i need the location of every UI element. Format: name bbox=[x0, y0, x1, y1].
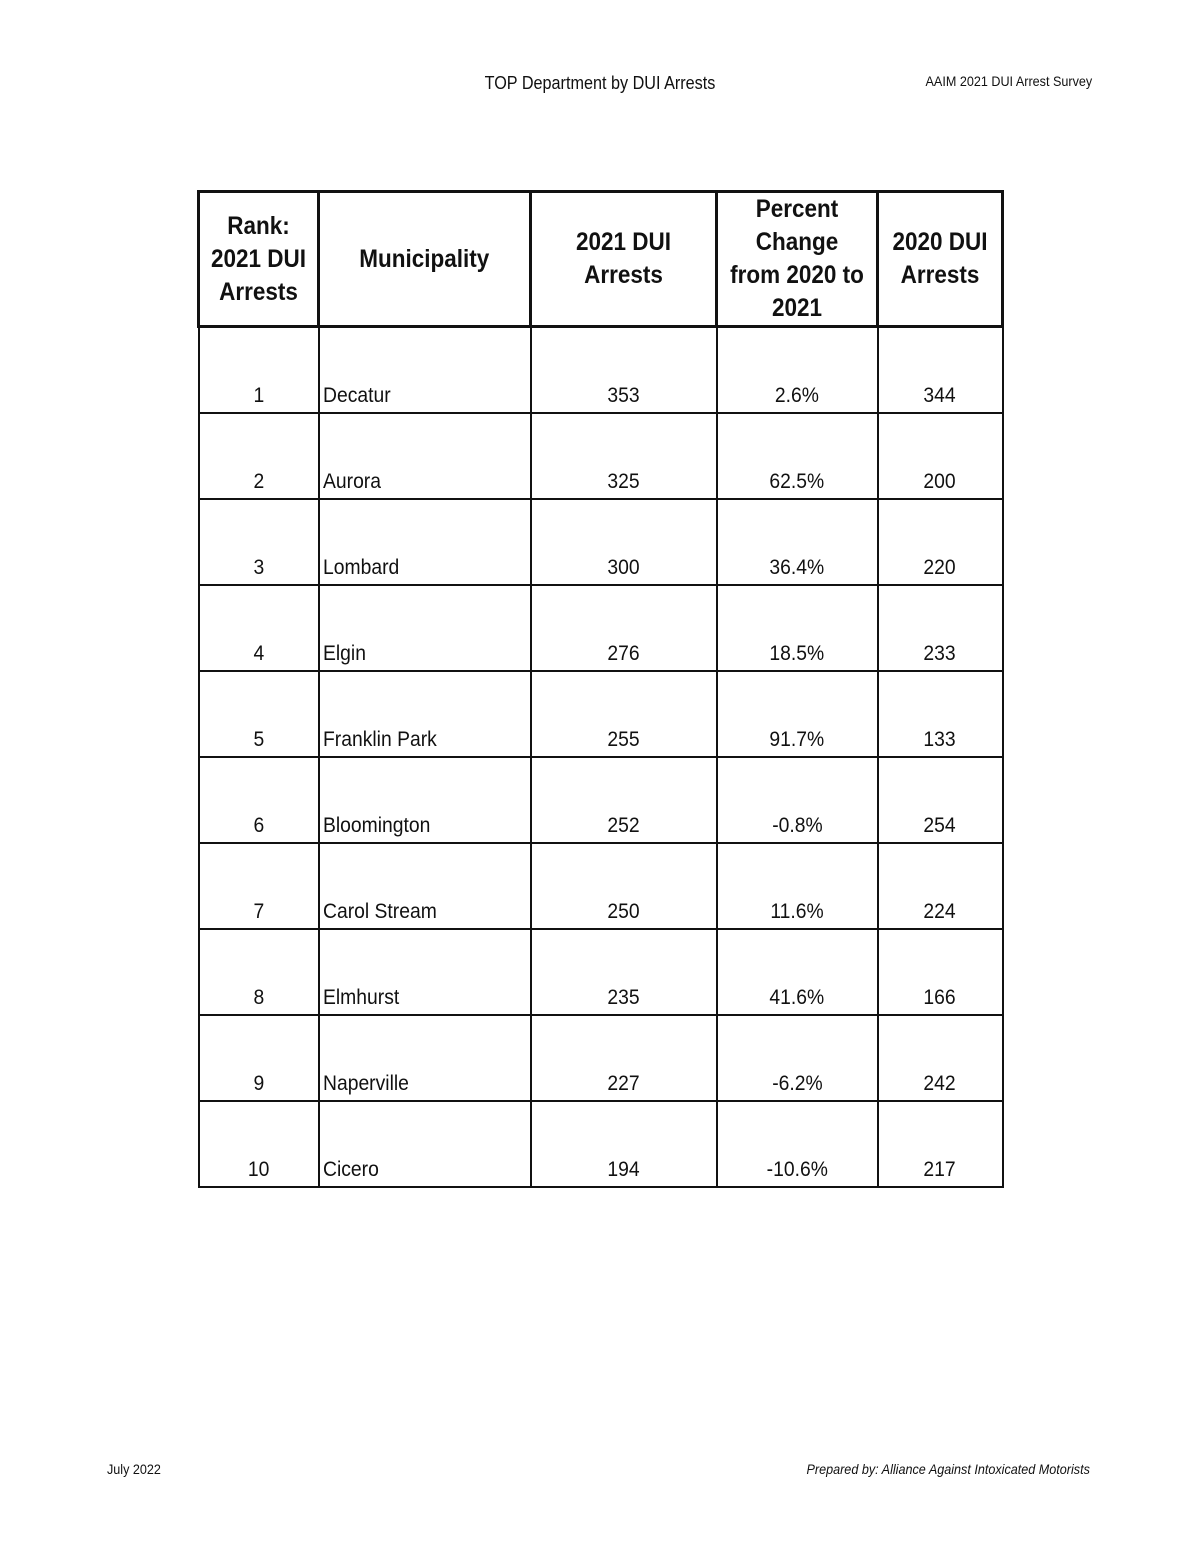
table-row bbox=[199, 1101, 1003, 1187]
arrests-2020-cell: 200 bbox=[878, 413, 1003, 499]
table-row bbox=[199, 413, 1003, 499]
municipality-cell: Decatur bbox=[319, 327, 531, 414]
survey-title: AAIM 2021 DUI Arrest Survey bbox=[925, 73, 1092, 89]
footer-date: July 2022 bbox=[107, 1461, 161, 1477]
table-row bbox=[199, 929, 1003, 1015]
arrests-2021-cell: 252 bbox=[531, 757, 717, 843]
percent-change-cell: 91.7% bbox=[717, 671, 878, 757]
arrests-2020-cell: 233 bbox=[878, 585, 1003, 671]
arrests-2021-cell: 300 bbox=[531, 499, 717, 585]
rank-cell: 2 bbox=[199, 413, 319, 499]
table-row bbox=[199, 671, 1003, 757]
dui-arrests-table bbox=[197, 190, 1004, 1188]
percent-change-cell: 41.6% bbox=[717, 929, 878, 1015]
rank-cell: 3 bbox=[199, 499, 319, 585]
arrests-2021-cell: 250 bbox=[531, 843, 717, 929]
arrests-2021-cell: 325 bbox=[531, 413, 717, 499]
page-title: TOP Department by DUI Arrests bbox=[484, 73, 716, 93]
rank-cell: 9 bbox=[199, 1015, 319, 1101]
arrests-2021-cell: 194 bbox=[531, 1101, 717, 1187]
column-header-rank: Rank: 2021 DUI Arrests bbox=[199, 192, 319, 327]
percent-change-cell: 2.6% bbox=[717, 327, 878, 414]
column-header-2020-arrests: 2020 DUI Arrests bbox=[878, 192, 1003, 327]
footer-prepared-by: Prepared by: Alliance Against Intoxicated Motorists bbox=[806, 1461, 1090, 1477]
percent-change-cell: -0.8% bbox=[717, 757, 878, 843]
table-row bbox=[199, 757, 1003, 843]
arrests-2021-cell: 255 bbox=[531, 671, 717, 757]
table-row bbox=[199, 585, 1003, 671]
rank-cell: 10 bbox=[199, 1101, 319, 1187]
arrests-2021-cell: 227 bbox=[531, 1015, 717, 1101]
arrests-2020-cell: 254 bbox=[878, 757, 1003, 843]
arrests-2020-cell: 242 bbox=[878, 1015, 1003, 1101]
arrests-2020-cell: 166 bbox=[878, 929, 1003, 1015]
percent-change-cell: 36.4% bbox=[717, 499, 878, 585]
municipality-cell: Aurora bbox=[319, 413, 531, 499]
rank-cell: 8 bbox=[199, 929, 319, 1015]
column-header-2021-arrests: 2021 DUI Arrests bbox=[531, 192, 717, 327]
arrests-2020-cell: 344 bbox=[878, 327, 1003, 414]
arrests-2020-cell: 217 bbox=[878, 1101, 1003, 1187]
column-header-percent-change: Percent Change from 2020 to 2021 bbox=[717, 192, 878, 327]
percent-change-cell: -6.2% bbox=[717, 1015, 878, 1101]
rank-cell: 5 bbox=[199, 671, 319, 757]
arrests-2021-cell: 353 bbox=[531, 327, 717, 414]
percent-change-cell: -10.6% bbox=[717, 1101, 878, 1187]
percent-change-cell: 62.5% bbox=[717, 413, 878, 499]
rank-cell: 6 bbox=[199, 757, 319, 843]
municipality-cell: Bloomington bbox=[319, 757, 531, 843]
arrests-2020-cell: 220 bbox=[878, 499, 1003, 585]
municipality-cell: Cicero bbox=[319, 1101, 531, 1187]
municipality-cell: Franklin Park bbox=[319, 671, 531, 757]
municipality-cell: Elgin bbox=[319, 585, 531, 671]
rank-cell: 1 bbox=[199, 327, 319, 414]
arrests-2020-cell: 133 bbox=[878, 671, 1003, 757]
percent-change-cell: 18.5% bbox=[717, 585, 878, 671]
percent-change-cell: 11.6% bbox=[717, 843, 878, 929]
table-header-row bbox=[199, 192, 1003, 327]
municipality-cell: Elmhurst bbox=[319, 929, 531, 1015]
table-row bbox=[199, 327, 1003, 414]
municipality-cell: Naperville bbox=[319, 1015, 531, 1101]
municipality-cell: Lombard bbox=[319, 499, 531, 585]
table-row bbox=[199, 843, 1003, 929]
column-header-municipality: Municipality bbox=[319, 192, 531, 327]
rank-cell: 7 bbox=[199, 843, 319, 929]
arrests-2021-cell: 235 bbox=[531, 929, 717, 1015]
arrests-2020-cell: 224 bbox=[878, 843, 1003, 929]
table-row bbox=[199, 1015, 1003, 1101]
arrests-2021-cell: 276 bbox=[531, 585, 717, 671]
municipality-cell: Carol Stream bbox=[319, 843, 531, 929]
rank-cell: 4 bbox=[199, 585, 319, 671]
table-row bbox=[199, 499, 1003, 585]
